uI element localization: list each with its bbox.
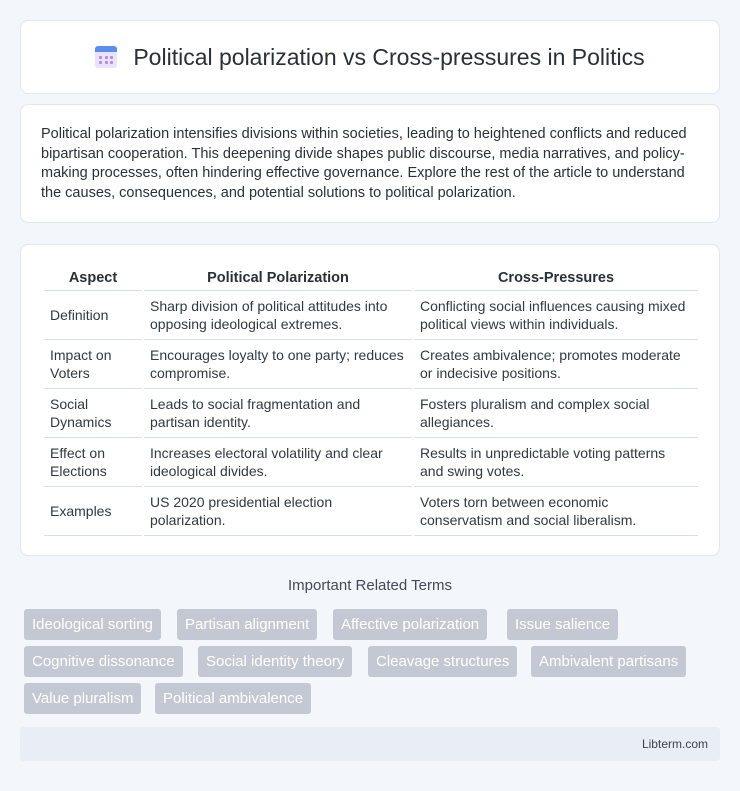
- header-cross-pressures: Cross-Pressures: [414, 265, 698, 291]
- intro-card: [20, 104, 720, 223]
- related-terms-heading: Important Related Terms: [288, 577, 452, 594]
- cell-cross-pressures: Results in unpredictable voting patterns and swing votes.: [414, 438, 698, 487]
- cell-polarization: US 2020 presidential election polarization.: [144, 487, 412, 536]
- comparison-table: [42, 265, 700, 536]
- table-row: [44, 438, 698, 487]
- cell-cross-pressures: Creates ambivalence; promotes moderate or indecisive positions.: [414, 340, 698, 389]
- intro-text: Political polarization intensifies divisions within societies, leading to heightened conflicts and reduced bipartisan cooperation. This deepening divide shapes public discourse, media narratives, and policy-making processes, often hindering effective governance. Explore the rest of the article to understand the causes, consequences, and potential solutions to political polarization.: [41, 126, 687, 201]
- footer-site-link[interactable]: Libterm.com: [641, 737, 708, 751]
- table-row: [44, 340, 698, 389]
- tag-political-ambivalence[interactable]: Political ambivalence: [155, 683, 311, 714]
- cell-aspect: Definition: [44, 291, 142, 340]
- tag-affective-polarization[interactable]: Affective polarization: [333, 609, 487, 640]
- cell-cross-pressures: Fosters pluralism and complex social allegiances.: [414, 389, 698, 438]
- footer: [20, 727, 720, 761]
- cell-aspect: Social Dynamics: [44, 389, 142, 438]
- tag-ideological-sorting[interactable]: Ideological sorting: [24, 609, 161, 640]
- tag-cognitive-dissonance[interactable]: Cognitive dissonance: [24, 646, 183, 677]
- table-header-row: [44, 265, 698, 291]
- cell-aspect: Impact on Voters: [44, 340, 142, 389]
- cell-cross-pressures: Voters torn between economic conservatism and social liberalism.: [414, 487, 698, 536]
- tag-partisan-alignment[interactable]: Partisan alignment: [177, 609, 317, 640]
- page-title: Political polarization vs Cross-pressures in Politics: [133, 43, 645, 70]
- cell-polarization: Leads to social fragmentation and partisan identity.: [144, 389, 412, 438]
- table-row: [44, 487, 698, 536]
- comparison-card: [20, 244, 720, 556]
- cell-polarization: Sharp division of political attitudes into opposing ideological extremes.: [144, 291, 412, 340]
- tag-ambivalent-partisans[interactable]: Ambivalent partisans: [531, 646, 686, 677]
- header-aspect: Aspect: [44, 265, 142, 291]
- header-political-polarization: Political Polarization: [144, 265, 412, 291]
- cell-aspect: Effect on Elections: [44, 438, 142, 487]
- table-row: [44, 291, 698, 340]
- tag-issue-salience[interactable]: Issue salience: [507, 609, 618, 640]
- cell-cross-pressures: Conflicting social influences causing mixed political views within individuals.: [414, 291, 698, 340]
- tag-social-identity-theory[interactable]: Social identity theory: [198, 646, 352, 677]
- cell-polarization: Increases electoral volatility and clear ideological divides.: [144, 438, 412, 487]
- table-row: [44, 389, 698, 438]
- title-card: [20, 20, 720, 94]
- tag-value-pluralism[interactable]: Value pluralism: [24, 683, 141, 714]
- tag-cleavage-structures[interactable]: Cleavage structures: [368, 646, 517, 677]
- calendar-icon: [95, 46, 117, 68]
- cell-aspect: Examples: [44, 487, 142, 536]
- cell-polarization: Encourages loyalty to one party; reduces compromise.: [144, 340, 412, 389]
